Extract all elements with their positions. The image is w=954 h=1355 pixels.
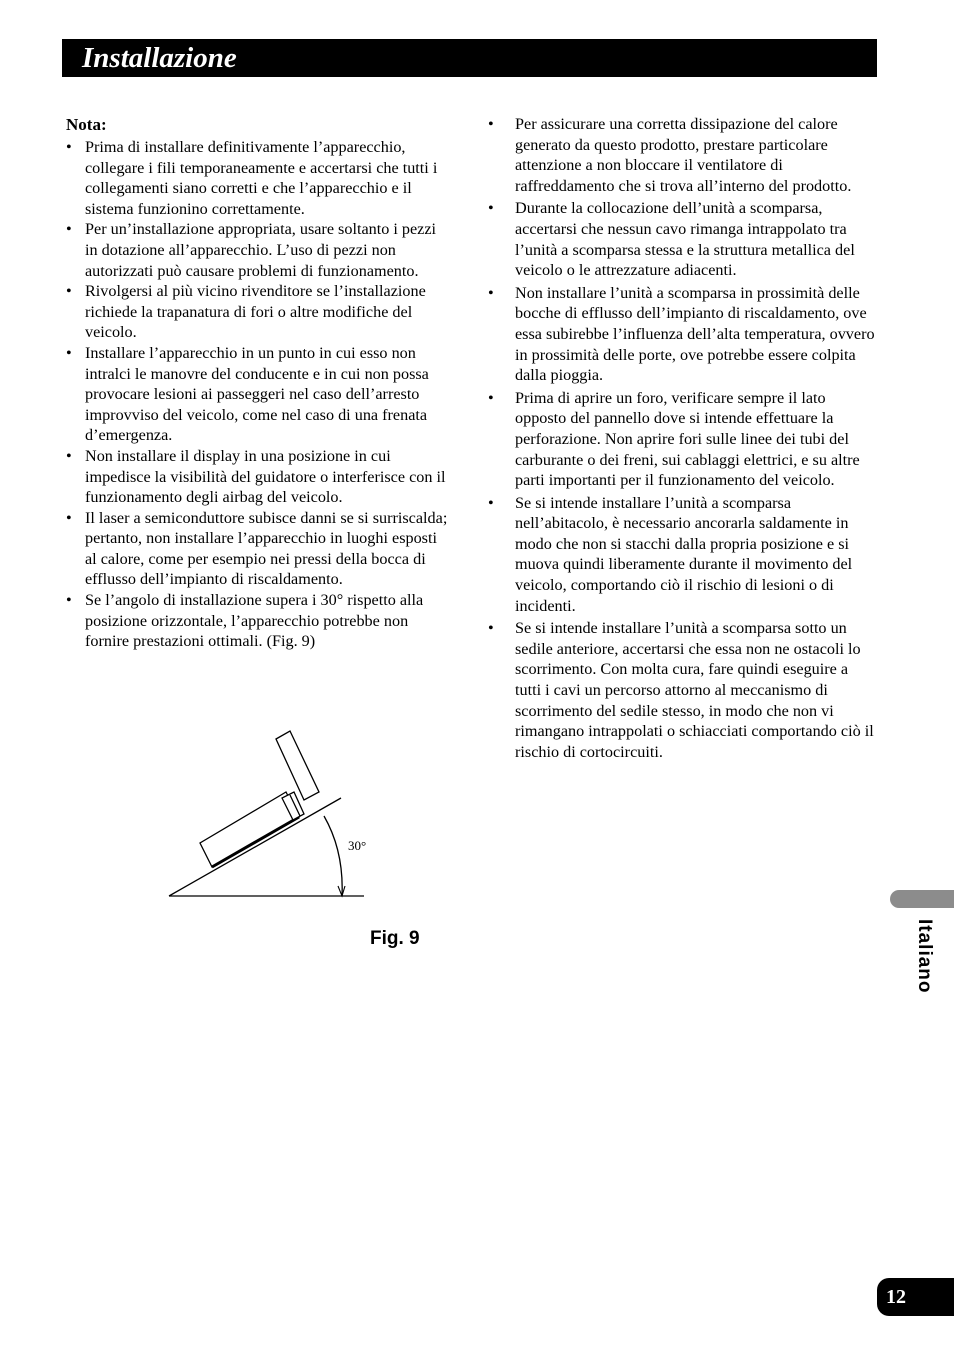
list-item bbox=[488, 114, 878, 196]
note-list bbox=[66, 137, 450, 652]
language-tab bbox=[890, 890, 954, 908]
note-heading: Nota: bbox=[66, 115, 107, 134]
list-item-text: Non installare il display in una posizione in cui impedisce la visibilità del guidatore o interferisce con il funzionamento degli airbag del veicolo. bbox=[85, 446, 446, 507]
list-item bbox=[488, 198, 878, 280]
list-item bbox=[66, 281, 450, 343]
bullet: • bbox=[488, 619, 494, 638]
bullet: • bbox=[488, 283, 494, 302]
list-item bbox=[66, 446, 450, 508]
list-item bbox=[488, 618, 878, 762]
bullet: • bbox=[488, 199, 494, 218]
list-item bbox=[488, 283, 878, 386]
list-item-text: Prima di aprire un foro, verificare sempre il lato opposto del pannello dove si intende effettuare la perforazione. Non aprire fori sulle linee dei tubi del carburante o dei freni, sui cablaggi elettrici, e su altre parti importanti per il funzionamento del veicolo. bbox=[515, 388, 860, 490]
list-item bbox=[66, 508, 450, 590]
angle-label: 30° bbox=[348, 838, 367, 853]
list-item-text: Se si intende installare l’unità a scomparsa sotto un sedile anteriore, accertarsi che essa non ne ostacoli lo scorrimento. Con molta cura, fare quindi eseguire a tutti i cavi un percorso attorno al meccanismo di scorrimento del sedile stesso, in modo che non vi rimangano intrappolati o schiacciati comportando ciò il rischio di cortocircuiti. bbox=[515, 619, 874, 761]
list-item-text: Non installare l’unità a scomparsa in prossimità delle bocche di efflusso dell’impianto di riscaldamento, ove essa subirebbe l’influenza dell’alta temperatura, ovvero in prossimità delle porte, ove potrebbe essere colpita dalla pioggia. bbox=[515, 283, 875, 385]
list-item-text: Se l’angolo di installazione supera i 30° rispetto alla posizione orizzontale, l’apparecchio potrebbe non fornire prestazioni ottimali. (Fig. 9) bbox=[85, 591, 424, 651]
list-item-text: Se si intende installare l’unità a scomparsa nell’abitacolo, è necessario ancorarla saldamente in modo che non si stacchi dalla propria posizione e si muova quindi liberamente durante il movimento del veicolo, comportando ciò il rischio di lesioni o di incidenti. bbox=[515, 493, 853, 615]
bullet: • bbox=[66, 508, 72, 527]
angle-arrow-head bbox=[338, 886, 345, 896]
installation-angle-figure bbox=[164, 726, 374, 901]
figure-caption: Fig. 9 bbox=[370, 928, 420, 949]
right-column bbox=[488, 114, 878, 764]
list-item-text: Per un’installazione appropriata, usare soltanto i pezzi in dotazione all’apparecchio. L’uso di pezzi non autorizzati può causare problemi di funzionamento. bbox=[85, 220, 437, 280]
section-header bbox=[62, 39, 877, 77]
bullet: • bbox=[488, 493, 494, 512]
list-item-text: Rivolgersi al più vicino rivenditore se l’installazione richiede la trapanatura di fori o altre modifiche del veicolo. bbox=[85, 282, 426, 342]
list-item bbox=[66, 137, 450, 219]
bullet: • bbox=[66, 138, 72, 156]
bullet: • bbox=[66, 446, 72, 465]
list-item-text: Il laser a semiconduttore subisce danni se si surriscalda; pertanto, non installare l’apparecchio in luoghi esposti al calore, come per esempio nei pressi della bocca di efflusso dell’impianto di riscaldamento. bbox=[85, 508, 448, 589]
section-title: Installazione bbox=[82, 42, 237, 74]
list-item bbox=[488, 388, 878, 491]
page-number: 12 bbox=[886, 1286, 906, 1308]
page-number-badge bbox=[877, 1278, 954, 1316]
angle-arc bbox=[324, 816, 342, 896]
warning-list bbox=[488, 114, 878, 762]
bullet: • bbox=[488, 388, 494, 407]
list-item bbox=[66, 219, 450, 281]
list-item bbox=[66, 590, 450, 652]
list-item bbox=[488, 493, 878, 617]
bullet: • bbox=[66, 282, 72, 301]
bullet: • bbox=[488, 115, 494, 133]
bullet: • bbox=[66, 591, 72, 610]
list-item bbox=[66, 343, 450, 446]
bullet: • bbox=[66, 220, 72, 239]
language-label: Italiano bbox=[914, 919, 935, 994]
bullet: • bbox=[66, 343, 72, 362]
list-item-text: Durante la collocazione dell’unità a scomparsa, accertarsi che nessun cavo rimanga intrappolato tra l’unità a scomparsa stessa e la struttura metallica del veicolo o le attrezzature adiacenti. bbox=[515, 199, 855, 280]
list-item-text: Per assicurare una corretta dissipazione del calore generato da questo prodotto, prestare particolare attenzione a non bloccare il ventilatore di raffreddamento che si trova all’interno del prodotto. bbox=[515, 115, 852, 195]
display-panel-outline bbox=[276, 731, 319, 800]
list-item-text: Installare l’apparecchio in un punto in cui esso non intralci le manovre del conducente e in cui non possa provocare lesioni ai passeggeri nel caso dell’arresto improvviso del veicolo, come nel caso di una frenata d’emergenza. bbox=[85, 343, 429, 445]
left-column bbox=[66, 114, 450, 652]
list-item-text: Prima di installare definitivamente l’apparecchio, collegare i fili temporaneamente e accertarsi che tutti i collegamenti siano corretti e che l’apparecchio e il sistema funzionino correttamente. bbox=[85, 138, 438, 218]
